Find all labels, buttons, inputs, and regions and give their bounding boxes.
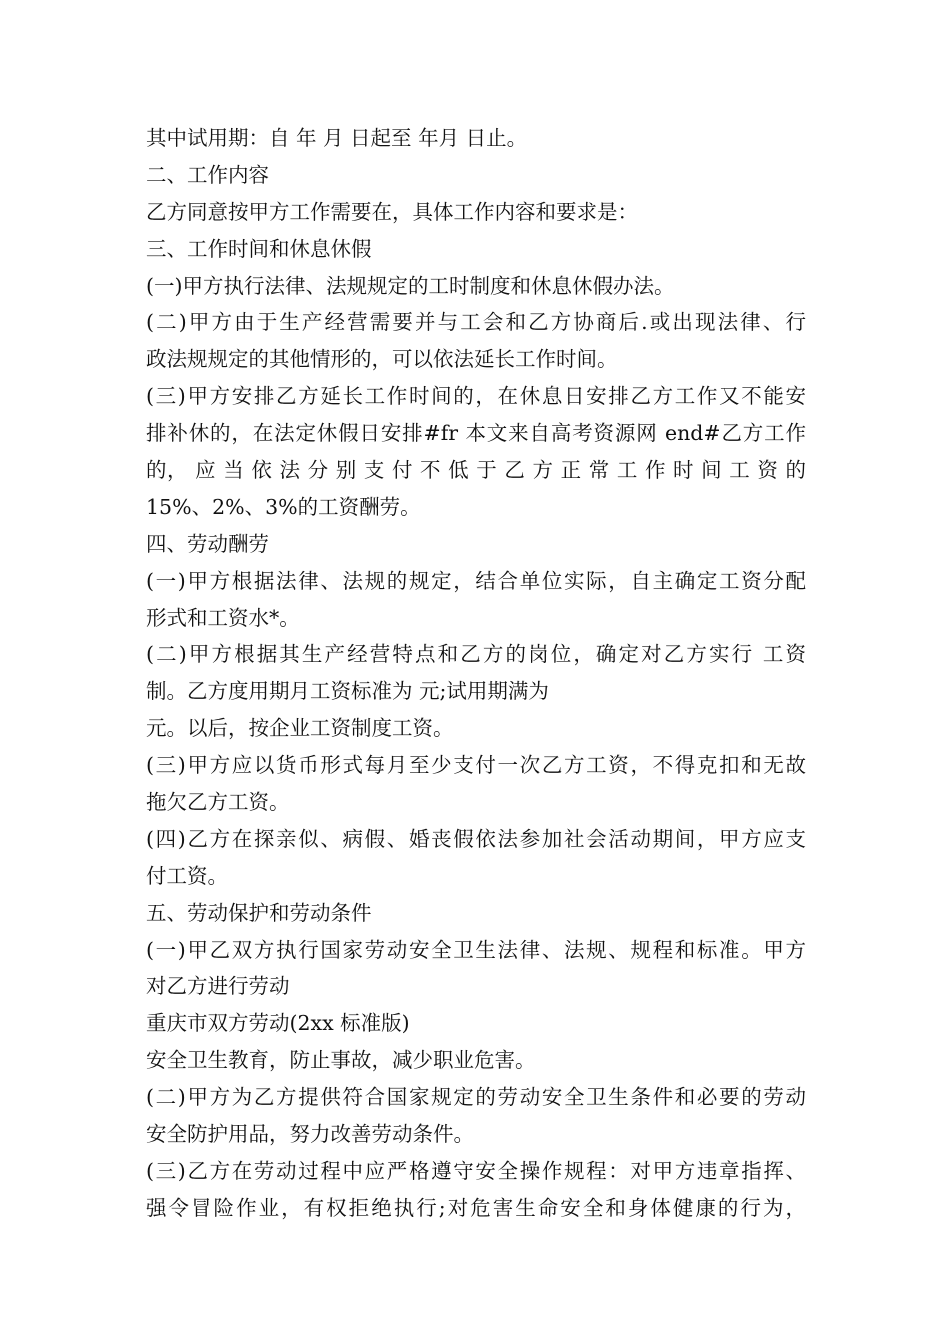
text-line: 制。乙方度用期月工资标准为 元;试用期满为: [146, 679, 549, 704]
text-line: 四、劳动酬劳: [146, 531, 269, 556]
text-line: 安全卫生教育，防止事故，减少职业危害。: [146, 1048, 536, 1073]
text-line: 排补休的，在法定休假日安排#fr 本文来自高考资源网 end#乙方工作: [146, 421, 806, 446]
text-line: 乙方同意按甲方工作需要在，具体工作内容和要求是：: [146, 199, 638, 224]
text-line: 五、劳动保护和劳动条件: [146, 900, 372, 925]
text-line: (三)乙方在劳动过程中应严格遵守安全操作规程：对甲方违章指挥、: [146, 1158, 806, 1183]
text-line: (一)甲方执行法律、法规规定的工时制度和休息休假办法。: [146, 273, 675, 298]
text-line: 拖欠乙方工资。: [146, 790, 290, 815]
text-line: (三)甲方安排乙方延长工作时间的，在休息日安排乙方工作又不能安: [146, 384, 806, 409]
text-line: (三)甲方应以货币形式每月至少支付一次乙方工资，不得克扣和无故: [146, 753, 806, 778]
text-line: 政法规规定的其他情形的，可以依法延长工作时间。: [146, 347, 618, 372]
text-line: 二、工作内容: [146, 162, 269, 187]
document-body: [146, 120, 806, 1227]
text-line: 付工资。: [146, 863, 228, 888]
text-line: 的， 应 当 依 法 分 别 支 付 不 低 于 乙 方 正 常 工 作 时 间 工 资 的: [146, 458, 806, 483]
text-line: 安全防护用品，努力改善劳动条件。: [146, 1122, 474, 1147]
text-line: 15%、2%、3%的工资酬劳。: [146, 494, 421, 519]
text-line: 形式和工资水*。: [146, 605, 300, 630]
text-line: 元。以后，按企业工资制度工资。: [146, 716, 454, 741]
text-line: (二)甲方为乙方提供符合国家规定的劳动安全卫生条件和必要的劳动: [146, 1085, 806, 1110]
text-line: (二)甲方由于生产经营需要并与工会和乙方协商后.或出现法律、行: [146, 310, 806, 335]
text-line: (四)乙方在探亲似、病假、婚丧假依法参加社会活动期间，甲方应支: [146, 826, 806, 851]
text-line: 三、工作时间和休息休假: [146, 236, 372, 261]
text-line: 其中试用期：自 年 月 日起至 年月 日止。: [146, 126, 528, 150]
text-line: 对乙方进行劳动: [146, 974, 290, 999]
text-line: 重庆市双方劳动(2xx 标准版): [146, 1011, 410, 1036]
text-line: (二)甲方根据其生产经营特点和乙方的岗位，确定对乙方实行 工资: [146, 642, 806, 667]
text-line: 强令冒险作业，有权拒绝执行;对危害生命安全和身体健康的行为，: [146, 1195, 806, 1220]
text-line: (一)甲乙双方执行国家劳动安全卫生法律、法规、规程和标准。甲方: [146, 937, 806, 962]
text-line: (一)甲方根据法律、法规的规定，结合单位实际，自主确定工资分配: [146, 568, 806, 593]
